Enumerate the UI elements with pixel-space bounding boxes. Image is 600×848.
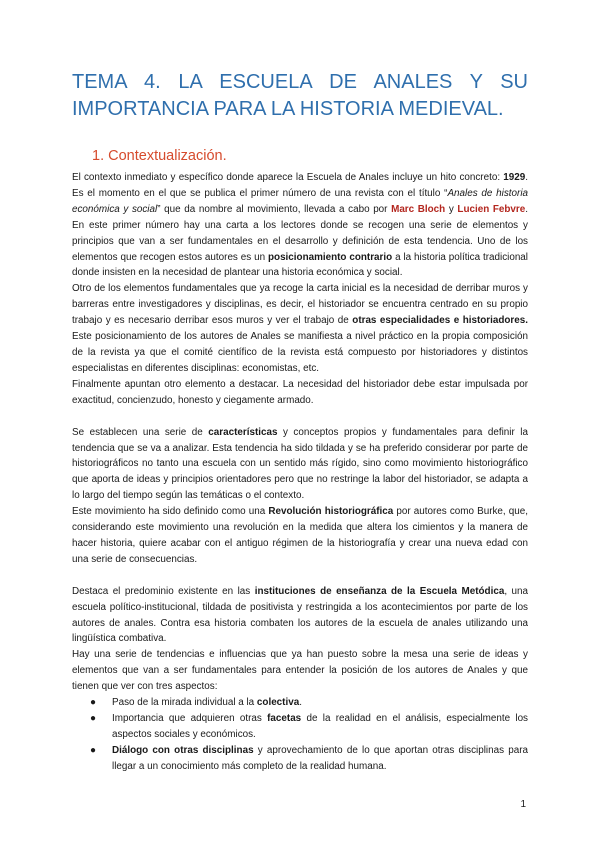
author-name-febvre: Lucien Febvre bbox=[457, 203, 526, 215]
paragraph-5: Este movimiento ha sido definido como una Revolución historiográfica por autores como Burke, que, considerando este movimiento una revolución en la medida que altera los cimientos y la manera de hacer historia, quiere acabar con el antiguo régimen de la historiografía y crear una nueva edad con una serie de consecuencias. bbox=[72, 506, 528, 565]
list-item: ● Importancia que adquieren otras facetas de la realidad en el análisis, especialmente los aspectos sociales y económicos. bbox=[90, 713, 528, 740]
page-number: 1 bbox=[520, 799, 526, 810]
paragraph-4: Se establecen una serie de características y conceptos propios y fundamentales para definir la tendencia que se va a analizar. Esta tendencia ha sido tildada y se ha preferido considerar por parte de historiográficos no tanto una escuela con un sentido más rígido, sino como movimiento historiográfico que aporta de ideas y principios orientadores pero que no restringe la labor del historiador, se adapta a lo largo del tiempo según las temáticas o el contexto. bbox=[72, 426, 528, 502]
paragraph-6: Destaca el predominio existente en las instituciones de enseñanza de la Escuela Metódica, una escuela político-institucional, tildada de positivista y restringida a los acontecimientos por parte de los autores de anales. Contra esa historia combaten los autores de la escuela de anales utilizando una lingüística combativa. bbox=[72, 585, 528, 645]
document-body bbox=[72, 170, 528, 775]
bullet-icon: ● bbox=[90, 697, 97, 709]
paragraph-2: Otro de los elementos fundamentales que ya recoge la carta inicial es la necesidad de derribar muros y barreras entre investigadores y disciplinas, es decir, el historiador se encuentra centrado en su propio trabajo y es necesario derribar esos muros y ver el trabajo de otras especialidades e historiadores. Este posicionamiento de los autores de Anales se manifiesta a nivel práctico en la propia composición de la revista ya que el comité científico de la revista está compuesto por historiadores y distintos especialistas en diferentes disciplinas: economistas, etc. bbox=[72, 283, 528, 374]
paragraph-1: El contexto inmediato y específico donde aparece la Escuela de Anales incluye un hito concreto: 1929. Es el momento en el que se publica el primer número de una revista con el título “Anales de historia económica y social” que da nombre al movimiento, llevada a cabo por Marc Bloch y Lucien Febvre. En este primer número hay una carta a los lectores donde se recogen una serie de elementos y principios que van a ser fundamentales en el desarrollo y definición de esta tendencia. Uno de los elementos que recogen estos autores es un posicionamiento contrario a la historia política tradicional donde insisten en la necesidad de plantear una historia económica y social. bbox=[72, 172, 529, 279]
paragraph-spacer bbox=[72, 409, 528, 425]
bullet-icon: ● bbox=[90, 744, 97, 756]
author-name-bloch: Marc Bloch bbox=[391, 203, 446, 215]
paragraph-3: Finalmente apuntan otro elemento a destacar. La necesidad del historiador debe estar impulsada por exactitud, concienzudo, honesto y ciegamente armado. bbox=[72, 378, 528, 406]
bullet-icon: ● bbox=[90, 713, 97, 724]
document-title: TEMA 4. LA ESCUELA DE ANALES Y SU IMPORTANCIA PARA LA HISTORIA MEDIEVAL. bbox=[72, 71, 528, 120]
bullet-list bbox=[72, 695, 528, 775]
list-item: ● Diálogo con otras disciplinas y aprovechamiento de lo que aportan otras disciplinas para llegar a un conocimiento más completo de la realidad humana. bbox=[90, 744, 528, 772]
paragraph-spacer bbox=[72, 568, 528, 584]
paragraph-7: Hay una serie de tendencias e influencias que ya han puesto sobre la mesa una serie de ideas y elementos que van a ser fundamentales para entender la posición de los autores de Anales y que tienen que ver con tres aspectos: bbox=[72, 649, 528, 693]
list-item: ● Paso de la mirada individual a la colectiva. bbox=[112, 695, 528, 711]
section-heading: 1. Contextualización. bbox=[92, 148, 227, 164]
